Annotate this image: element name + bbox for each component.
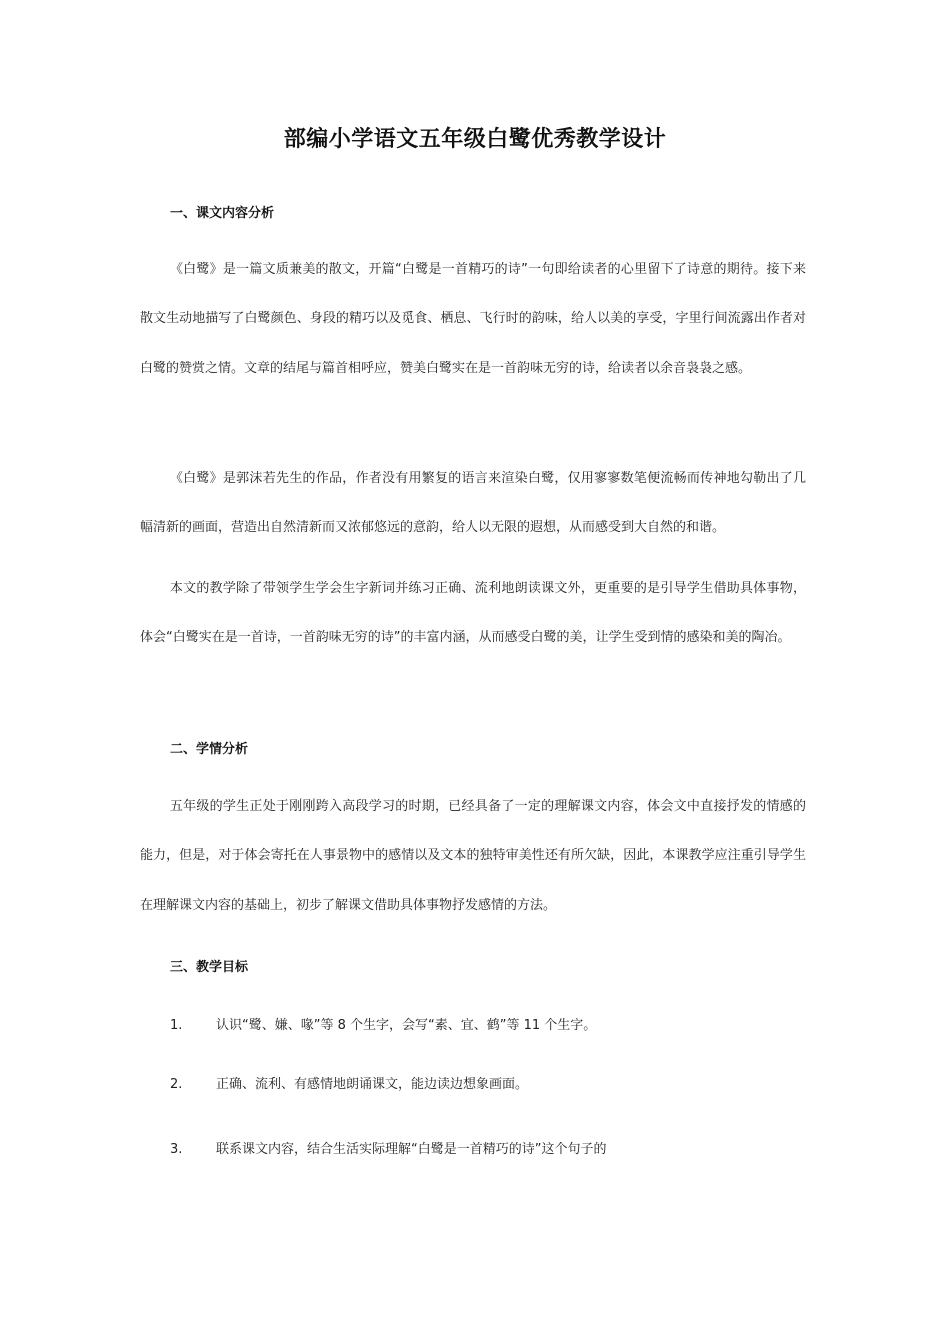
section-heading-student-analysis: 二、学情分析	[170, 742, 249, 757]
goal-item	[170, 1014, 596, 1033]
paragraph-content-analysis-3: 本文的教学除了带领学生学会生字新词并练习正确、流利地朗读课文外，更重要的是引导学生借助具体事物，体会“白鹭实在是一首诗，一首韵味无穷的诗”的丰富内涵，从而感受白鹭的美，让学生受到情的感染和美的陶冶。	[140, 581, 806, 646]
goal-item	[170, 1073, 528, 1092]
section-heading-content-analysis: 一、课文内容分析	[170, 206, 275, 221]
goal-item-number: 1.	[170, 1018, 183, 1033]
paragraph-content-analysis-1: 《白鹭》是一篇文质兼美的散文，开篇“白鹭是一首精巧的诗”一句即给读者的心里留下了诗意的期待。接下来散文生动地描写了白鹭颜色、身段的精巧以及觅食、栖息、飞行时的韵味，给人以美的享受，字里行间流露出作者对白鹭的赞赏之情。文章的结尾与篇首相呼应，赞美白鹭实在是一首韵味无穷的诗，给读者以余音袅袅之感。	[140, 262, 806, 376]
goal-item-number: 3.	[170, 1142, 183, 1157]
paragraph-content-analysis-2: 《白鹭》是郭沫若先生的作品，作者没有用繁复的语言来渲染白鹭，仅用寥寥数笔便流畅而传神地勾勒出了几幅清新的画面，营造出自然清新而又浓郁悠远的意韵，给人以无限的遐想，从而感受到大自然的和谐。	[140, 471, 806, 536]
section-heading-teaching-goals: 三、教学目标	[170, 960, 249, 975]
goal-item-number: 2.	[170, 1077, 183, 1092]
document-title: 部编小学语文五年级白鹭优秀教学设计	[283, 127, 667, 152]
paragraph-student-analysis-1: 五年级的学生正处于刚刚跨入高段学习的时期，已经具备了一定的理解课文内容，体会文中直接抒发的情感的能力，但是，对于体会寄托在人事景物中的感情以及文本的独特审美性还有所欠缺，因此，本课教学应注重引导学生在理解课文内容的基础上，初步了解课文借助具体事物抒发感情的方法。	[140, 799, 806, 913]
goal-item	[170, 1138, 606, 1157]
goal-item-text: 正确、流利、有感情地朗诵课文，能边读边想象画面。	[216, 1077, 529, 1092]
goal-item-text: 联系课文内容，结合生活实际理解“白鹭是一首精巧的诗”这个句子的	[216, 1142, 607, 1157]
goal-item-text: 认识“鹭、嫌、喙”等 8 个生字，会写“素、宜、鹤”等 11 个生字。	[216, 1018, 597, 1033]
